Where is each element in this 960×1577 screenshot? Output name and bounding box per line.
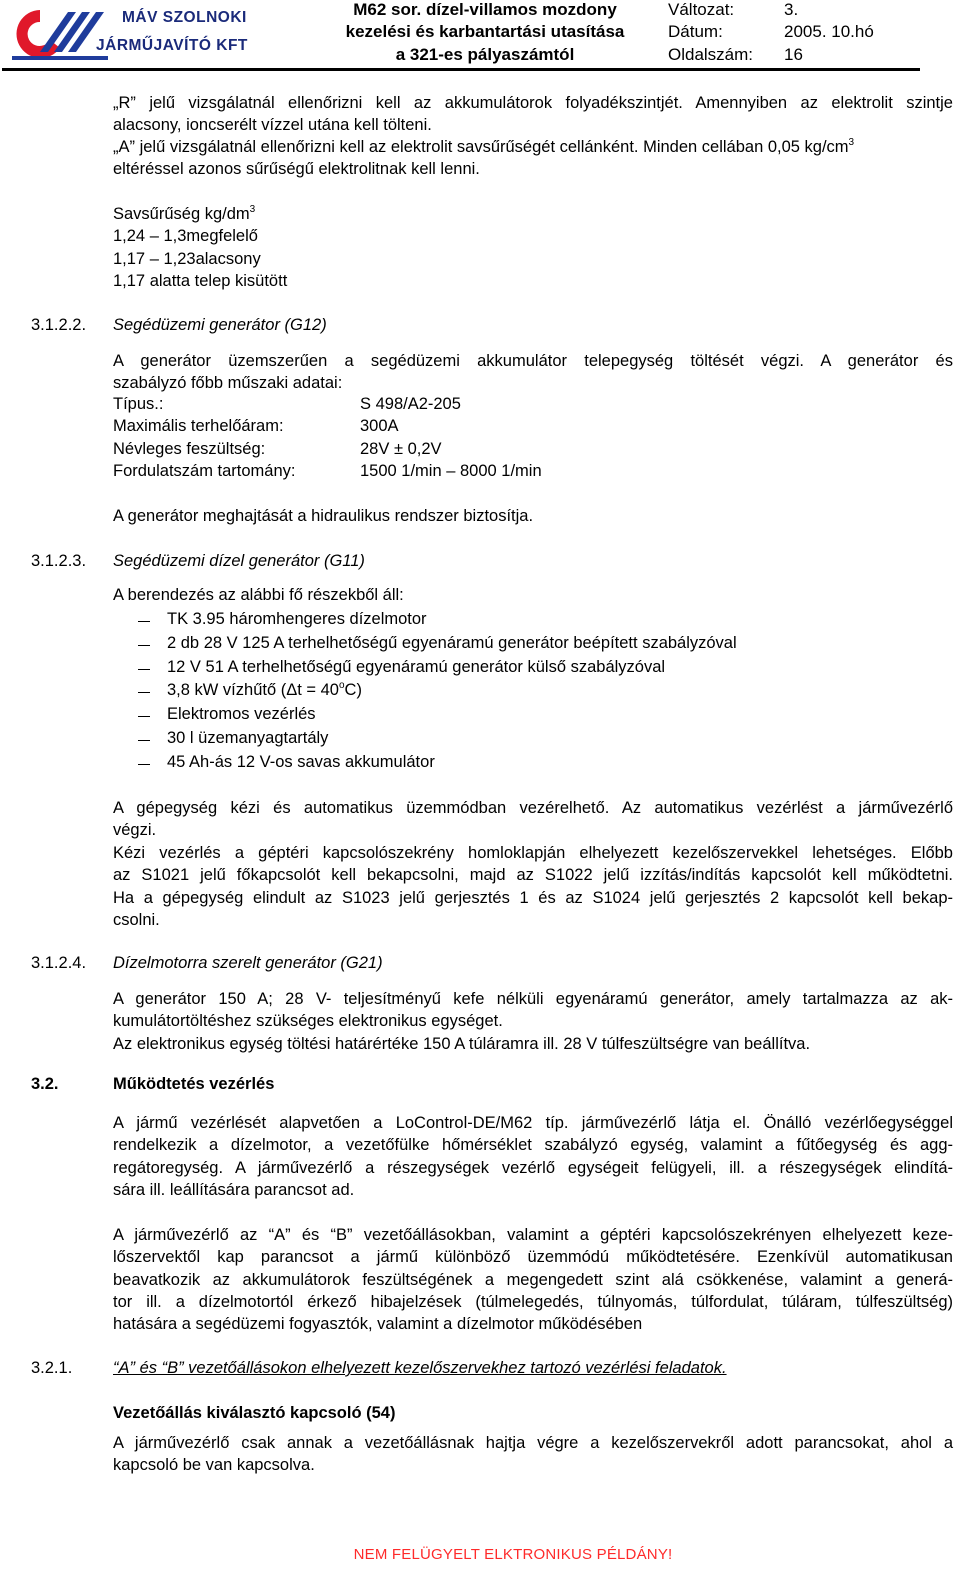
- section-title: “A” és “B” vezetőállásokon elhelyezett kezelőszervekhez tartozó vezérlési feladatok.: [113, 1359, 727, 1377]
- dash-bullet: [138, 716, 150, 717]
- text-line: végzi.: [113, 821, 157, 840]
- dash-bullet: [138, 621, 150, 622]
- section-title: Segédüzemi generátor (G12): [113, 316, 327, 334]
- intro-paragraph-1: [113, 92, 953, 137]
- dash-bullet: [138, 740, 150, 741]
- date-label: Dátum:: [668, 22, 723, 41]
- list-intro: A berendezés az alábbi fő részekből áll:: [113, 586, 404, 604]
- spec-value: S 498/A2-205: [360, 395, 461, 413]
- density-row: 1,24 – 1,3megfelelő: [113, 227, 258, 246]
- text-line: A gépegység kézi és automatikus üzemmódban vezérelhető. Az automatikus vezérlést a járművezérlő: [113, 799, 953, 817]
- superscript: 3: [848, 137, 855, 148]
- text-line: Az elektronikus egység töltési határértéke 150 A túláramra ill. 28 V túlfeszültségre van beállítva.: [113, 1034, 811, 1053]
- paragraph: A generátor meghajtását a hidraulikus rendszer biztosítja.: [113, 507, 534, 525]
- control-paragraph: [113, 797, 953, 842]
- section-number: 3.2.: [31, 1075, 59, 1093]
- subheading: Vezetőállás kiválasztó kapcsoló (54): [113, 1404, 396, 1422]
- section-number: 3.1.2.2.: [31, 316, 87, 334]
- page-number-label: Oldalszám:: [668, 45, 754, 64]
- version-label: Változat:: [668, 0, 735, 19]
- spec-label: Névleges feszültség:: [113, 440, 266, 458]
- text-line: „A” jelű vizsgálatnál ellenőrizni kell az elektrolit savsűrűségét cellánként. Minden cellában 0,05 kg/cm: [113, 138, 849, 156]
- section-number: 3.1.2.4.: [31, 954, 87, 972]
- intro-paragraph-2: [113, 136, 953, 181]
- text-line: alacsony, ioncserélt vízzel utána kell tölteni.: [113, 116, 432, 135]
- dash-bullet: [138, 692, 150, 693]
- paragraph: [113, 1112, 953, 1201]
- uncontrolled-copy-notice: NEM FELÜGYELT ELKTRONIKUS PÉLDÁNY!: [353, 1546, 673, 1563]
- text-line: Kézi vezérlés a géptéri kapcsolószekrény homloklapján elhelyezett kezelőszervekkel lehetséges. Előbb: [113, 844, 953, 862]
- dash-bullet: [138, 669, 150, 670]
- document-title-line2: kezelési és karbantartási utasítása: [345, 22, 625, 41]
- text-line: eltéréssel azonos sűrűségű elektrolitnak kell lenni.: [113, 160, 480, 179]
- list-item-text: 3,8 kW vízhűtő (Δt = 40: [167, 681, 339, 699]
- list-item-text: C): [344, 681, 362, 699]
- section-number: 3.1.2.3.: [31, 552, 87, 570]
- text-line: szabályzó főbb műszaki adatai:: [113, 374, 343, 393]
- spec-label: Típus.:: [113, 395, 164, 413]
- text-line: kumulátortöltéshez szükséges elektronikus egységet.: [113, 1012, 503, 1031]
- paragraph: [113, 1224, 953, 1335]
- list-item: 12 V 51 A terhelhetőségű egyenáramú generátor külső szabályzóval: [167, 658, 666, 676]
- list-item: 45 Ah-ás 12 V-os savas akkumulátor: [167, 753, 435, 771]
- date-value: 2005. 10.hó: [784, 22, 874, 41]
- list-item: [167, 681, 362, 700]
- dash-bullet: [138, 645, 150, 646]
- text-line: hatására a segédüzemi fogyasztók, valamint a dízelmotor működésében: [113, 1315, 643, 1334]
- section-title: Dízelmotorra szerelt generátor (G21): [113, 954, 383, 972]
- text-line: kapcsoló be van kapcsolva.: [113, 1456, 315, 1475]
- spec-value: 300A: [360, 417, 399, 435]
- header-divider: [2, 68, 920, 71]
- text-line: A járművezérlő az “A” és “B” vezetőállásokban, valamint a géptéri kapcsolószekrényen elhelyezett keze-: [113, 1226, 953, 1244]
- company-logo: [10, 4, 110, 62]
- section-number: 3.2.1.: [31, 1359, 73, 1377]
- section-title: Segédüzemi dízel generátor (G11): [113, 552, 365, 570]
- list-item: TK 3.95 háromhengeres dízelmotor: [167, 610, 427, 628]
- spec-label: Maximális terhelőáram:: [113, 417, 284, 435]
- density-heading: Savsűrűség kg/dm: [113, 205, 250, 223]
- text-line: Ha a gépegység elindult az S1023 jelű gerjesztés 1 és az S1024 jelű gerjesztés 2 kapcsolót kell bekap-: [113, 888, 953, 907]
- text-line: regátoregység. A járművezérlő a részegységek vezérlő egységeit felügyeli, ill. a részegységek elindítá-: [113, 1158, 953, 1177]
- list-item: 2 db 28 V 125 A terhelhetőségű egyenáramú generátor beépített szabályzóval: [167, 634, 737, 652]
- manual-control-paragraph: [113, 842, 953, 931]
- section-title: Működtetés vezérlés: [113, 1075, 275, 1093]
- text-line: A generátor 150 A; 28 V- teljesítményű kefe nélküli egyenáramú generátor, amely tartalmazza az ak-: [113, 990, 953, 1008]
- company-name-line2: JÁRMŰJAVÍTÓ KFT: [96, 37, 248, 54]
- list-item: Elektromos vezérlés: [167, 705, 316, 723]
- density-row: 1,17 – 1,23alacsony: [113, 249, 261, 268]
- text-line: sára ill. leállítására parancsot ad.: [113, 1180, 355, 1199]
- text-line: tor ill. a dízelmotortól érkező hibajelzések (túlmelegedés, túlnyomás, túlfordulat, túláram, túlfeszültség): [113, 1292, 953, 1311]
- superscript: o: [338, 680, 345, 691]
- text-line: A generátor üzemszerűen a segédüzemi akkumulátor telepegység töltését végzi. A generátor és: [113, 352, 953, 370]
- superscript: 3: [249, 204, 256, 215]
- paragraph: [113, 988, 953, 1055]
- generator-description: [113, 350, 953, 395]
- text-line: csolni.: [113, 910, 160, 929]
- density-row: 1,17 alatta telep kisütött: [113, 271, 288, 290]
- text-line: „R” jelű vizsgálatnál ellenőrizni kell az akkumulátorok folyadékszintjét. Amennyiben az elektrolit szintje: [113, 94, 953, 112]
- page-number-value: 16: [784, 45, 803, 64]
- spec-value: 28V ± 0,2V: [360, 440, 442, 458]
- text-line: rendelkezik a dízelmotor, a vezetőfülke hőmérséklet szabályzó egység, valamint a fűtőegység és agg-: [113, 1136, 953, 1155]
- text-line: lőszervektől kap parancsot a jármű különböző üzemmódú működtetésére. Ezenkívül automatikusan: [113, 1248, 953, 1267]
- dash-bullet: [138, 764, 150, 765]
- text-line: A járművezérlő csak annak a vezetőállásnak hajtja végre a kezelőszervekről adott parancsokat, ahol a: [113, 1434, 953, 1452]
- text-line: beavatkozik az akkumulátorok feszültségének a megengedett szint alá csökkenése, valamint a generá-: [113, 1270, 953, 1289]
- text-line: A jármű vezérlését alapvetően a LoControl-DE/M62 típ. járművezérlő látja el. Önálló vezérlőegységgel: [113, 1114, 953, 1132]
- spec-value: 1500 1/min – 8000 1/min: [360, 462, 542, 480]
- paragraph: [113, 1432, 953, 1477]
- company-name-line1: MÁV SZOLNOKI: [122, 9, 247, 26]
- text-line: az S1021 jelű főkapcsolót kell bekapcsolni, majd az S1022 jelű izzítás/indítás kapcsolót kell működtetni.: [113, 866, 953, 885]
- list-item: 30 l üzemanyagtartály: [167, 729, 329, 747]
- document-title-line1: M62 sor. dízel-villamos mozdony: [353, 0, 617, 19]
- version-value: 3.: [784, 0, 799, 19]
- document-title-line3: a 321-es pályaszámtól: [395, 45, 575, 64]
- spec-label: Fordulatszám tartomány:: [113, 462, 296, 480]
- density-table: [113, 203, 287, 292]
